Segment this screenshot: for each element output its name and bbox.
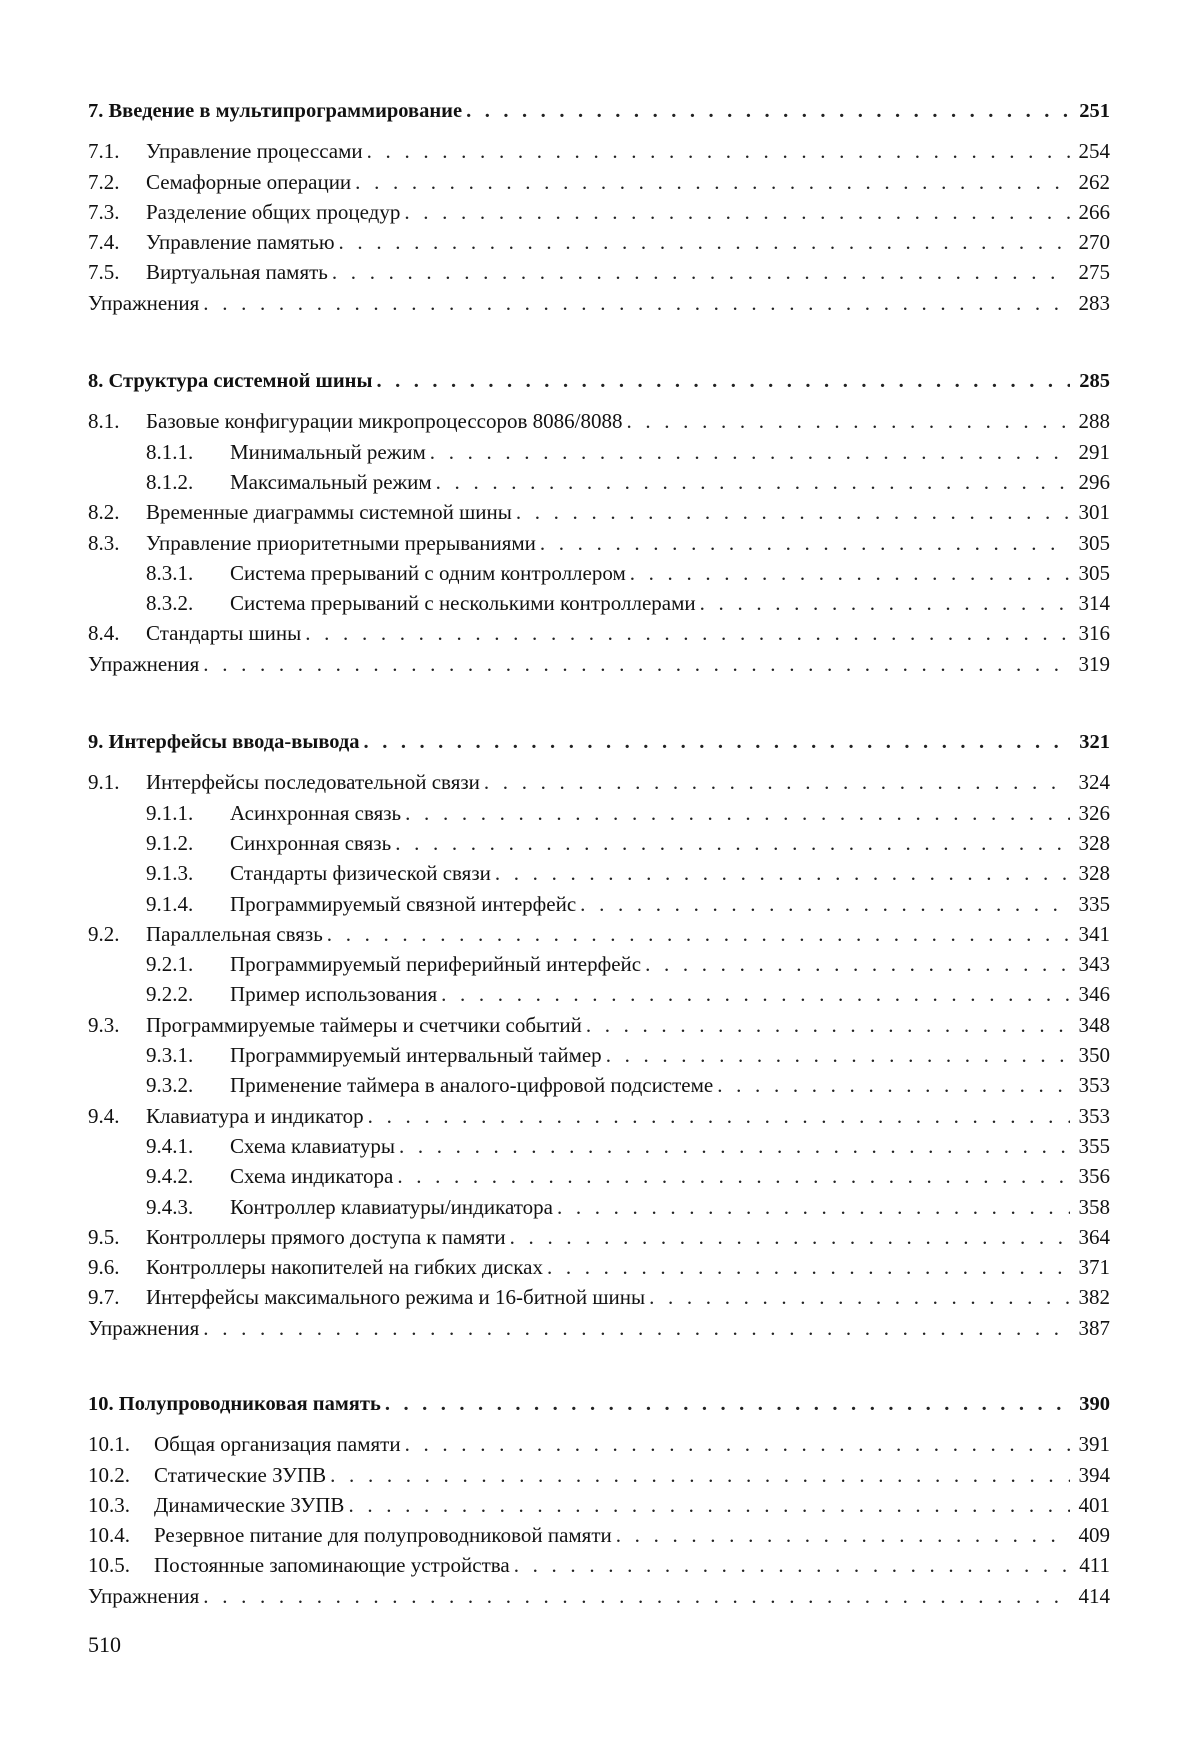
- section-title: Программируемые таймеры и счетчики событий: [146, 1012, 582, 1037]
- dot-leader: [305, 618, 1070, 648]
- page-number: 390: [1079, 1392, 1110, 1415]
- section-number: 8.2.: [88, 500, 120, 525]
- subsection-title: Схема клавиатуры: [230, 1133, 395, 1158]
- section-title: Упражнения: [88, 290, 200, 315]
- toc-entry-exercises: [88, 649, 1110, 679]
- dot-leader: [376, 366, 1070, 396]
- subsection-number: 9.3.2.: [146, 1073, 194, 1098]
- page-number: 346: [1078, 982, 1110, 1007]
- section-title: Управление процессами: [146, 139, 363, 164]
- page-number: 305: [1078, 530, 1110, 555]
- section-title: Статические ЗУПВ: [154, 1462, 327, 1487]
- dot-leader: [368, 1101, 1070, 1131]
- subsection-title: Система прерываний с несколькими контроллерами: [230, 591, 696, 616]
- chapter-heading: [88, 1389, 1110, 1419]
- subsection-number: 9.1.3.: [146, 861, 194, 886]
- page-number: 285: [1079, 370, 1110, 393]
- page-number: 301: [1078, 500, 1110, 525]
- section-number: 9.1.: [88, 770, 120, 795]
- dot-leader: [348, 1490, 1070, 1520]
- page-number: 353: [1078, 1103, 1110, 1128]
- toc-entry: [88, 227, 1110, 257]
- page-number: 382: [1078, 1285, 1110, 1310]
- page-number: 356: [1078, 1164, 1110, 1189]
- section-title: Клавиатура и индикатор: [146, 1103, 364, 1128]
- dot-leader: [330, 1460, 1070, 1490]
- subsection-number: 9.3.1.: [146, 1043, 194, 1068]
- chapter-heading: [88, 727, 1110, 757]
- toc-subentry: [88, 798, 1110, 828]
- dot-leader: [626, 406, 1070, 436]
- page-folio: 510: [88, 1632, 121, 1657]
- subsection-title: Стандарты физической связи: [230, 861, 491, 886]
- dot-leader: [203, 1313, 1070, 1343]
- page-number: 275: [1078, 260, 1110, 285]
- dot-leader: [399, 1131, 1070, 1161]
- page-number: 291: [1078, 439, 1110, 464]
- page-number: 326: [1078, 800, 1110, 825]
- dot-leader: [606, 1040, 1070, 1070]
- page-number: 319: [1078, 651, 1110, 676]
- section-number: 10.5.: [88, 1553, 130, 1578]
- page-number: 411: [1079, 1553, 1110, 1578]
- section-number: 10.3.: [88, 1492, 130, 1517]
- subsection-title: Применение таймера в аналого-цифровой подсистеме: [230, 1073, 714, 1098]
- toc-entry: [88, 257, 1110, 287]
- section-number: 9.2.: [88, 921, 120, 946]
- section-title: Разделение общих процедур: [146, 199, 401, 224]
- page-number: 283: [1078, 290, 1110, 315]
- toc-subentry: [88, 1070, 1110, 1100]
- dot-leader: [557, 1192, 1070, 1222]
- dot-leader: [510, 1222, 1070, 1252]
- subsection-title: Асинхронная связь: [230, 800, 402, 825]
- page-number: 305: [1078, 560, 1110, 585]
- page-number: 251: [1079, 100, 1110, 122]
- dot-leader: [547, 1252, 1070, 1282]
- section-title: Базовые конфигурации микропроцессоров 8086/8088: [146, 409, 623, 434]
- section-number: 8.3.: [88, 530, 120, 555]
- chapter-title: 9. Интерфейсы ввода-вывода: [88, 731, 360, 754]
- toc-subentry: [88, 858, 1110, 888]
- subsection-number: 8.1.1.: [146, 439, 194, 464]
- dot-leader: [364, 727, 1070, 757]
- section-title: Постоянные запоминающие устройства: [154, 1553, 510, 1578]
- toc-subentry: [88, 828, 1110, 858]
- dot-leader: [385, 1389, 1070, 1419]
- subsection-title: Программируемый периферийный интерфейс: [230, 952, 642, 977]
- toc-entry: [88, 197, 1110, 227]
- chapter-8: [88, 366, 1110, 679]
- dot-leader: [203, 649, 1070, 679]
- chapter-9: [88, 727, 1110, 1343]
- dot-leader: [332, 257, 1070, 287]
- page-number: 401: [1078, 1492, 1110, 1517]
- dot-leader: [203, 1581, 1070, 1611]
- dot-leader: [580, 889, 1070, 919]
- subsection-number: 8.3.1.: [146, 560, 194, 585]
- dot-leader: [367, 136, 1070, 166]
- section-number: 8.4.: [88, 621, 120, 646]
- subsection-number: 9.2.1.: [146, 952, 194, 977]
- chapter-10: [88, 1389, 1110, 1611]
- toc-entry: [88, 1550, 1110, 1580]
- section-title: Общая организация памяти: [154, 1432, 401, 1457]
- dot-leader: [395, 828, 1070, 858]
- toc-subentry: [88, 1161, 1110, 1191]
- section-number: 7.5.: [88, 260, 120, 285]
- page-number: 316: [1078, 621, 1110, 646]
- section-title: Управление памятью: [146, 230, 335, 255]
- chapter-title: 10. Полупроводниковая память: [88, 1392, 381, 1415]
- table-of-contents: [88, 96, 1110, 1611]
- toc-entry: [88, 1460, 1110, 1490]
- toc-subentry: [88, 949, 1110, 979]
- toc-entry: [88, 1282, 1110, 1312]
- toc-entry: [88, 167, 1110, 197]
- dot-leader: [355, 167, 1070, 197]
- chapter-7: [88, 96, 1110, 318]
- subsection-number: 9.2.2.: [146, 982, 194, 1007]
- page-number: 270: [1078, 230, 1110, 255]
- section-number: 8.1.: [88, 409, 120, 434]
- toc-entry: [88, 1429, 1110, 1459]
- page-number: 371: [1078, 1255, 1110, 1280]
- dot-leader: [484, 767, 1070, 797]
- subsection-number: 9.4.2.: [146, 1164, 194, 1189]
- page-number: 414: [1078, 1583, 1110, 1608]
- page-number: 353: [1078, 1073, 1110, 1098]
- subsection-title: Схема индикатора: [230, 1164, 394, 1189]
- toc-subentry: [88, 437, 1110, 467]
- subsection-title: Программируемый связной интерфейс: [230, 891, 577, 916]
- toc-subentry: [88, 1040, 1110, 1070]
- subsection-number: 9.4.3.: [146, 1194, 194, 1219]
- subsection-number: 8.1.2.: [146, 469, 194, 494]
- dot-leader: [441, 979, 1070, 1009]
- section-title: Семафорные операции: [146, 169, 352, 194]
- page-number: 364: [1078, 1224, 1110, 1249]
- toc-subentry: [88, 588, 1110, 618]
- page-number: 266: [1078, 199, 1110, 224]
- section-title: Интерфейсы последовательной связи: [146, 770, 480, 795]
- dot-leader: [405, 798, 1070, 828]
- dot-leader: [700, 588, 1070, 618]
- toc-entry: [88, 618, 1110, 648]
- page-number: 314: [1078, 591, 1110, 616]
- section-number: 9.7.: [88, 1285, 120, 1310]
- subsection-title: Синхронная связь: [230, 830, 392, 855]
- toc-entry: [88, 1252, 1110, 1282]
- page-number: 341: [1078, 921, 1110, 946]
- section-number: 10.2.: [88, 1462, 130, 1487]
- section-title: Упражнения: [88, 1583, 200, 1608]
- page-number: 328: [1078, 861, 1110, 886]
- page-number: 321: [1079, 731, 1110, 754]
- toc-entry: [88, 1101, 1110, 1131]
- section-title: Параллельная связь: [146, 921, 323, 946]
- subsection-title: Минимальный режим: [230, 439, 426, 464]
- section-title: Резервное питание для полупроводниковой памяти: [154, 1523, 612, 1548]
- toc-subentry: [88, 1192, 1110, 1222]
- section-title: Контроллеры накопителей на гибких дисках: [146, 1255, 543, 1280]
- section-number: 9.4.: [88, 1103, 120, 1128]
- page-number: 335: [1078, 891, 1110, 916]
- section-title: Динамические ЗУПВ: [154, 1492, 345, 1517]
- toc-entry: [88, 406, 1110, 436]
- toc-entry-exercises: [88, 288, 1110, 318]
- page-number: 288: [1078, 409, 1110, 434]
- dot-leader: [327, 919, 1070, 949]
- subsection-title: Максимальный режим: [230, 469, 432, 494]
- section-number: 7.2.: [88, 169, 120, 194]
- section-title: Интерфейсы максимального режима и 16-битной шины: [146, 1285, 646, 1310]
- dot-leader: [339, 227, 1070, 257]
- page-number: 394: [1078, 1462, 1110, 1487]
- page-number: 355: [1078, 1133, 1110, 1158]
- toc-entry: [88, 767, 1110, 797]
- toc-entry: [88, 1222, 1110, 1252]
- dot-leader: [466, 96, 1070, 126]
- section-title: Управление приоритетными прерываниями: [146, 530, 536, 555]
- dot-leader: [203, 288, 1070, 318]
- chapter-title: 8. Структура системной шины: [88, 370, 373, 393]
- toc-entry-exercises: [88, 1313, 1110, 1343]
- subsection-number: 9.1.4.: [146, 891, 194, 916]
- page-number: 254: [1078, 139, 1110, 164]
- subsection-title: Пример использования: [230, 982, 438, 1007]
- section-number: 9.5.: [88, 1224, 120, 1249]
- page-number: 348: [1078, 1012, 1110, 1037]
- toc-subentry: [88, 979, 1110, 1009]
- toc-entry: [88, 1490, 1110, 1520]
- toc-entry: [88, 919, 1110, 949]
- section-title: Контроллеры прямого доступа к памяти: [146, 1224, 506, 1249]
- toc-entry: [88, 1010, 1110, 1040]
- dot-leader: [404, 197, 1070, 227]
- page-number: 358: [1078, 1194, 1110, 1219]
- section-number: 7.4.: [88, 230, 120, 255]
- dot-leader: [397, 1161, 1070, 1191]
- page-number: 343: [1078, 952, 1110, 977]
- dot-leader: [514, 1550, 1070, 1580]
- page-number: 296: [1078, 469, 1110, 494]
- section-title: Упражнения: [88, 1315, 200, 1340]
- chapter-heading: [88, 96, 1110, 126]
- subsection-number: 8.3.2.: [146, 591, 194, 616]
- toc-entry: [88, 1520, 1110, 1550]
- dot-leader: [586, 1010, 1070, 1040]
- chapter-title: 7. Введение в мультипрограммирование: [88, 100, 463, 122]
- dot-leader: [436, 467, 1070, 497]
- dot-leader: [717, 1070, 1070, 1100]
- dot-leader: [405, 1429, 1070, 1459]
- subsection-title: Программируемый интервальный таймер: [230, 1043, 602, 1068]
- toc-entry-exercises: [88, 1581, 1110, 1611]
- subsection-number: 9.1.1.: [146, 800, 194, 825]
- subsection-number: 9.4.1.: [146, 1133, 194, 1158]
- subsection-title: Контроллер клавиатуры/индикатора: [230, 1194, 553, 1219]
- toc-entry: [88, 497, 1110, 527]
- dot-leader: [645, 949, 1070, 979]
- toc-subentry: [88, 558, 1110, 588]
- page-number: 409: [1078, 1523, 1110, 1548]
- toc-subentry: [88, 467, 1110, 497]
- page-number: 324: [1078, 770, 1110, 795]
- subsection-title: Система прерываний с одним контроллером: [230, 560, 626, 585]
- section-number: 7.3.: [88, 199, 120, 224]
- toc-entry: [88, 136, 1110, 166]
- section-title: Временные диаграммы системной шины: [146, 500, 512, 525]
- toc-subentry: [88, 1131, 1110, 1161]
- section-number: 9.6.: [88, 1255, 120, 1280]
- page-number: 328: [1078, 830, 1110, 855]
- page-number: 391: [1078, 1432, 1110, 1457]
- chapter-heading: [88, 366, 1110, 396]
- toc-subentry: [88, 889, 1110, 919]
- page-number: 262: [1078, 169, 1110, 194]
- toc-entry: [88, 528, 1110, 558]
- dot-leader: [540, 528, 1070, 558]
- section-number: 9.3.: [88, 1012, 120, 1037]
- section-number: 10.4.: [88, 1523, 130, 1548]
- dot-leader: [649, 1282, 1070, 1312]
- section-number: 10.1.: [88, 1432, 130, 1457]
- section-title: Виртуальная память: [146, 260, 328, 285]
- dot-leader: [430, 437, 1070, 467]
- dot-leader: [630, 558, 1070, 588]
- section-title: Стандарты шины: [146, 621, 302, 646]
- section-number: 7.1.: [88, 139, 120, 164]
- subsection-number: 9.1.2.: [146, 830, 194, 855]
- section-title: Упражнения: [88, 651, 200, 676]
- page-number: 387: [1078, 1315, 1110, 1340]
- page-number: 350: [1078, 1043, 1110, 1068]
- dot-leader: [516, 497, 1070, 527]
- dot-leader: [495, 858, 1070, 888]
- dot-leader: [616, 1520, 1070, 1550]
